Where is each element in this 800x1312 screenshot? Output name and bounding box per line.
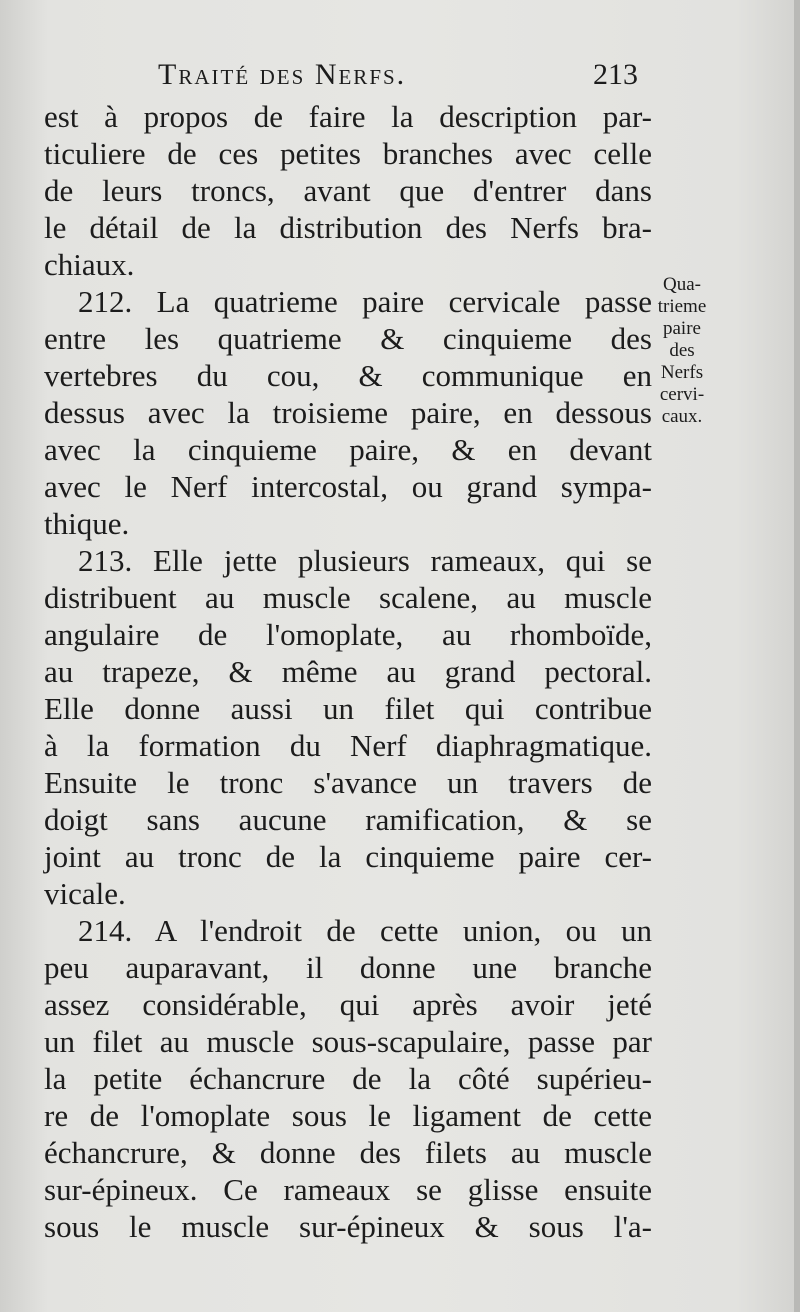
text-line: re de l'omoplate sous le ligament de cette [44,1098,652,1133]
text-line: au trapeze, & même au grand pectoral. [44,654,652,689]
text-line: joint au tronc de la cinquieme paire cer- [44,839,652,874]
page-number: 213 [593,58,638,91]
marginal-note-line: Nerfs [660,362,704,383]
text-line: vicale. [44,876,126,911]
text-line: avec la cinquieme paire, & en devant [44,432,652,467]
text-line: chiaux. [44,247,135,282]
paragraph-213-start: 213. Elle jette plusieurs rameaux, qui se [78,543,652,578]
marginal-note-line: cervi- [659,384,705,405]
text-line: angulaire de l'omoplate, au rhomboïde, [44,617,652,652]
text-line: doigt sans aucune ramification, & se [44,802,652,837]
text-line: le détail de la distribution des Nerfs bra- [44,210,652,245]
text-line: est à propos de faire la description par- [44,99,652,134]
marginal-note-line: caux. [661,406,703,427]
text-line: ticuliere de ces petites branches avec celle [44,136,652,171]
text-line: de leurs troncs, avant que d'entrer dans [44,173,652,208]
page-header [158,58,638,98]
paragraph-214-start: 214. A l'endroit de cette union, ou un [78,913,652,948]
marginal-note-line: Qua- [663,274,701,295]
text-line: entre les quatrieme & cinquieme des [44,321,652,356]
text-line: un filet au muscle sous-scapulaire, passe par [44,1024,652,1059]
text-line: sous le muscle sur-épineux & sous l'a- [44,1209,652,1244]
text-line: échancrure, & donne des filets au muscle [44,1135,652,1170]
text-line: Elle donne aussi un filet qui contribue [44,691,652,726]
paragraph-212-start: 212. La quatrieme paire cervicale passe [78,284,652,319]
text-line: avec le Nerf intercostal, ou grand sympa- [44,469,652,504]
text-line: vertebres du cou, & communique en [44,358,652,393]
text-line: Ensuite le tronc s'avance un travers de [44,765,652,800]
marginal-note [652,274,712,428]
body-text [44,98,652,1245]
text-line: peu auparavant, il donne une branche [44,950,652,985]
text-line: dessus avec la troisieme paire, en dessous [44,395,652,430]
marginal-note-line: paire [663,318,701,339]
text-line: sur-épineux. Ce rameaux se glisse ensuite [44,1172,652,1207]
marginal-note-line: des [669,340,695,361]
marginal-note-line: trieme [657,296,707,317]
text-line: thique. [44,506,130,541]
text-line: à la formation du Nerf diaphragmatique. [44,728,652,763]
text-line: assez considérable, qui après avoir jeté [44,987,652,1022]
running-title: Traité des Nerfs. [158,58,407,91]
page-edge [794,0,800,1312]
text-line: la petite échancrure de la côté supérieu- [44,1061,652,1096]
text-line: distribuent au muscle scalene, au muscle [44,580,652,615]
